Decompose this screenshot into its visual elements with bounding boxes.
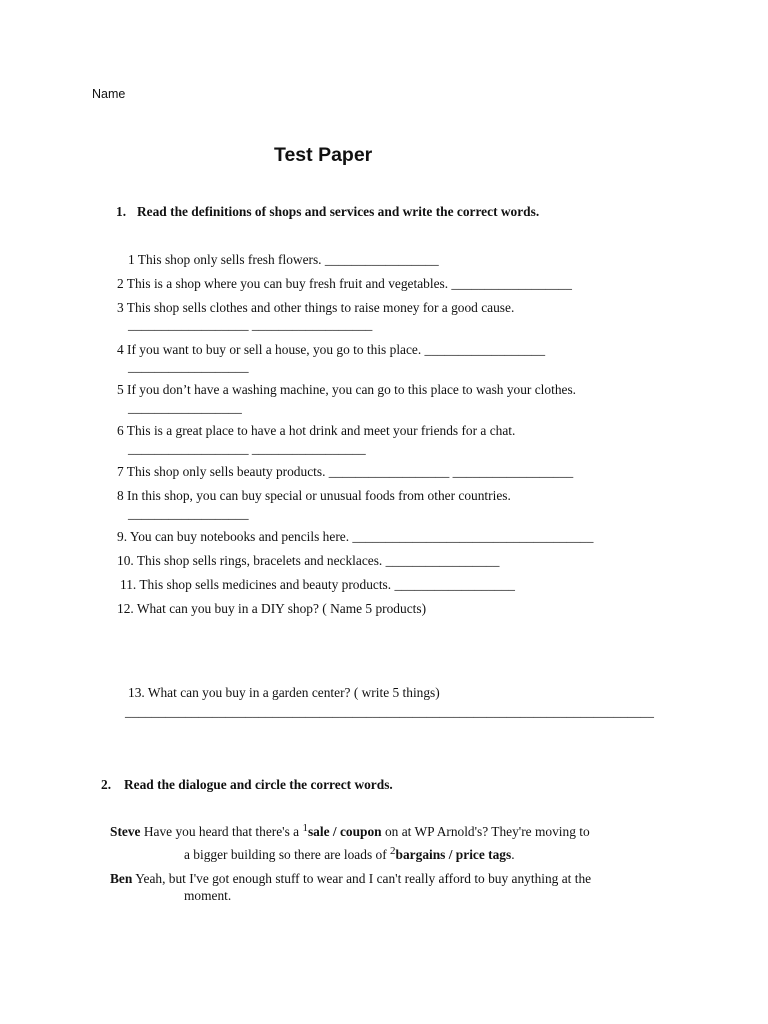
steve-text-part3: a bigger building so there are loads of (184, 847, 387, 862)
question-2: 2 This is a shop where you can buy fresh fruit and vegetables. __________________ (117, 276, 572, 291)
steve-text-part4: . (511, 847, 515, 862)
question-1: 1 This shop only sells fresh flowers. _________________ (128, 252, 439, 267)
section2-heading: Read the dialogue and circle the correct words. (124, 777, 393, 792)
dialogue-steve-line1 (110, 824, 590, 840)
question-13-answer-line: _______________________________________________________________________________ (125, 704, 654, 719)
question-4: 4 If you want to buy or sell a house, you go to this place. __________________ (117, 342, 546, 357)
blank-2-number: 2 (390, 845, 396, 857)
ben-text-line1: Yeah, but I've got enough stuff to wear and I can't really afford to buy anything at the (135, 871, 592, 886)
steve-text-part2: on at WP Arnold's? They're moving to (384, 824, 590, 839)
question-10: 10. This shop sells rings, bracelets and necklaces. _________________ (117, 553, 500, 568)
question-6: 6 This is a great place to have a hot drink and meet your friends for a chat. (117, 423, 516, 438)
blank-1-number: 1 (302, 822, 308, 834)
question-5-answer-line: _________________ (128, 400, 242, 415)
question-11: 11. This shop sells medicines and beauty products. __________________ (120, 577, 515, 592)
question-3: 3 This shop sells clothes and other things to raise money for a good cause. (117, 300, 515, 315)
section1-number: 1. (116, 204, 127, 219)
question-9: 9. You can buy notebooks and pencils here. ____________________________________ (117, 529, 594, 544)
ben-text-line2: moment. (184, 888, 232, 903)
blank-2-options: bargains / price tags (395, 847, 512, 862)
page-title: Test Paper (274, 144, 373, 166)
question-5: 5 If you don’t have a washing machine, you can go to this place to wash your clothes. (117, 382, 577, 397)
question-12: 12. What can you buy in a DIY shop? ( Name 5 products) (117, 601, 427, 616)
question-8: 8 In this shop, you can buy special or unusual foods from other countries. (117, 488, 511, 503)
question-6-answer-line: __________________ _________________ (128, 441, 366, 456)
question-3-answer-line: __________________ __________________ (128, 317, 373, 332)
question-13: 13. What can you buy in a garden center? ( write 5 things) (128, 685, 440, 700)
dialogue-steve-line2 (184, 847, 515, 863)
question-4-answer-line: __________________ (128, 359, 249, 374)
dialogue-ben-line1 (110, 871, 591, 887)
question-7: 7 This shop only sells beauty products. __________________ __________________ (117, 464, 574, 479)
speaker-ben: Ben (110, 871, 133, 886)
section1-heading: Read the definitions of shops and services and write the correct words. (137, 204, 540, 219)
section2-number: 2. (101, 777, 112, 792)
question-8-answer-line: __________________ (128, 506, 249, 521)
speaker-steve: Steve (110, 824, 141, 839)
steve-text-part1: Have you heard that there's a (143, 824, 300, 839)
name-label: Name (92, 87, 126, 101)
blank-1-options: sale / coupon (307, 824, 382, 839)
